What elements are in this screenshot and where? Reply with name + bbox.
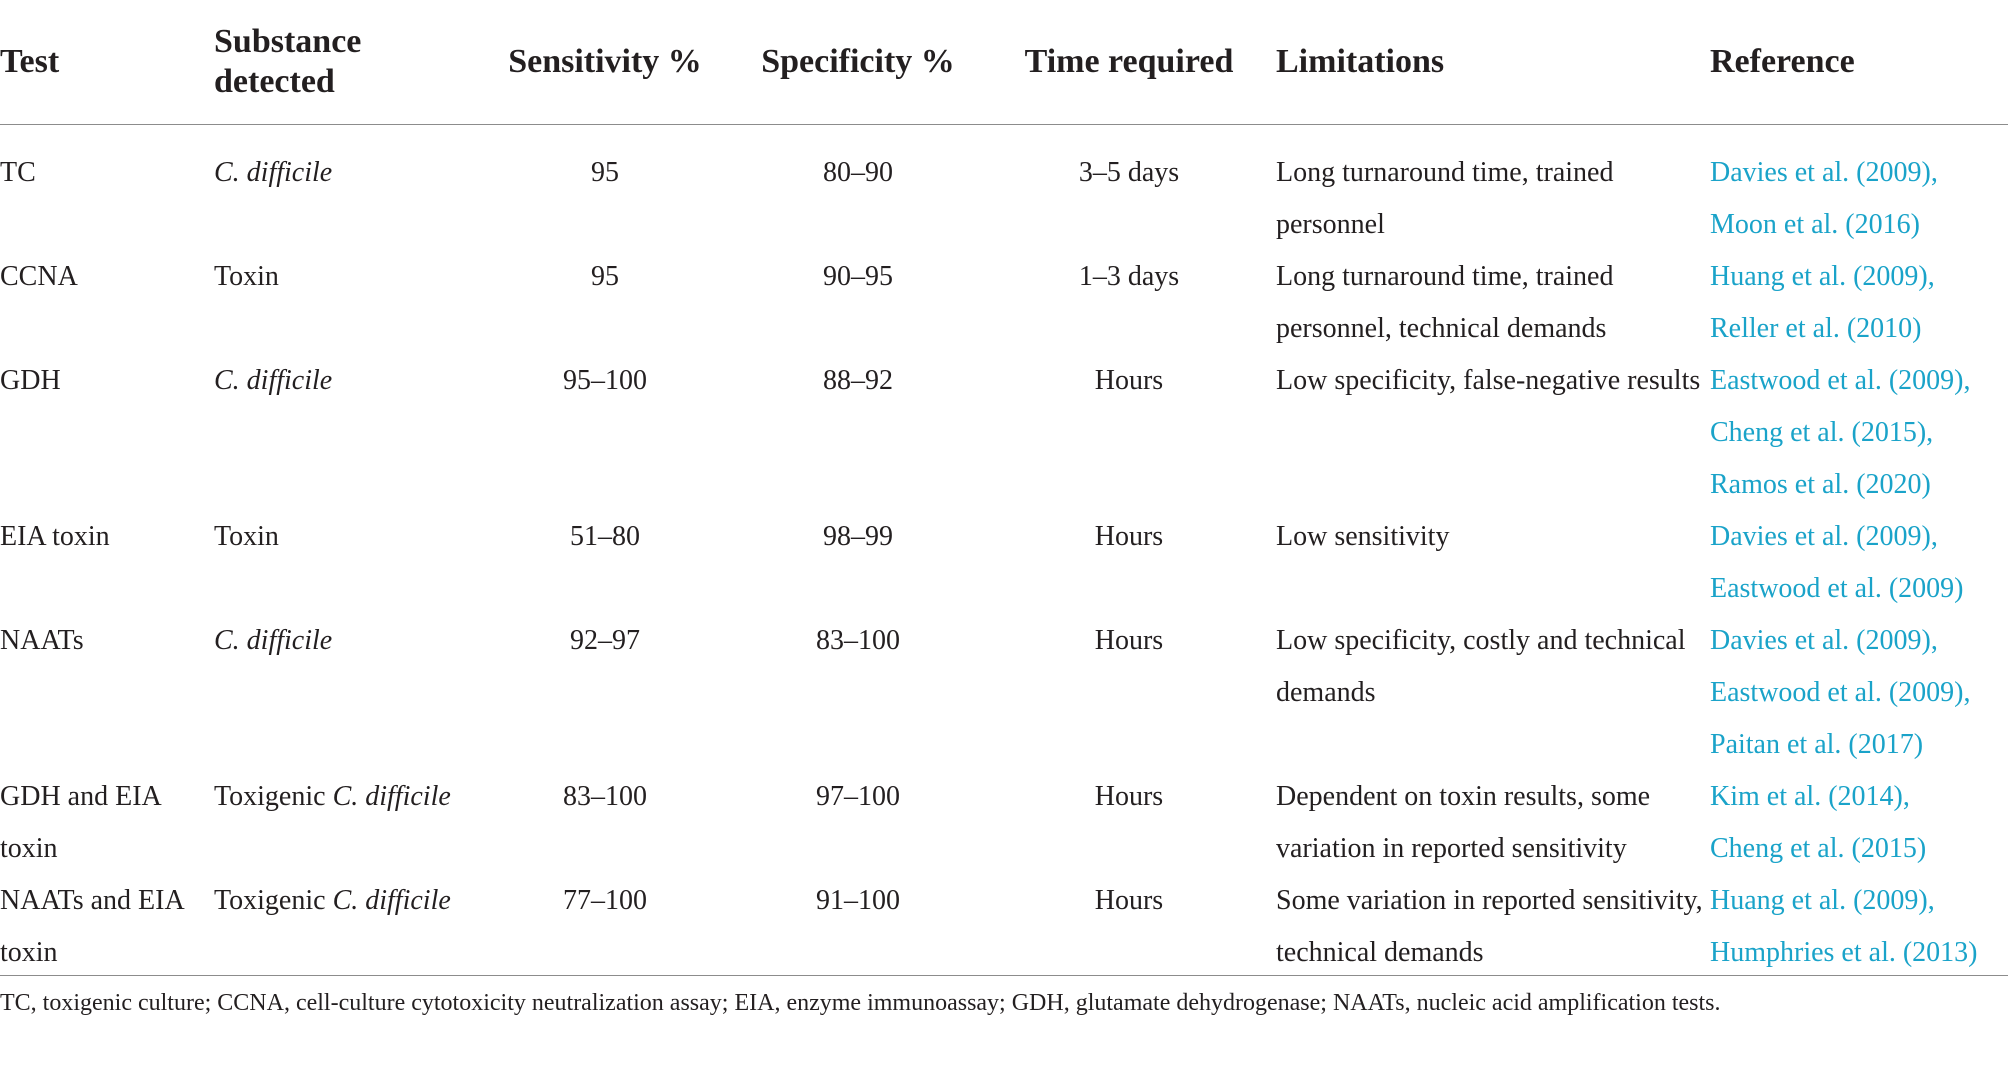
- cell-test: NAATs: [0, 625, 84, 656]
- cell-limitations: Low sensitivity: [1276, 521, 1450, 552]
- cell-reference: [1710, 251, 2008, 355]
- cell-sensitivity: 95: [591, 261, 619, 292]
- cell-sensitivity: 95: [591, 157, 619, 188]
- table-body: [0, 125, 2008, 980]
- table-row: [0, 125, 2008, 252]
- reference-link[interactable]: Ramos et al. (2020): [1710, 469, 1931, 500]
- cell-limitations: Dependent on toxin results, some variation in reported sensitivity: [1276, 781, 1651, 864]
- reference-link[interactable]: Reller et al. (2010): [1710, 313, 1922, 344]
- cell-limitations: Long turnaround time, trained personnel: [1276, 157, 1614, 240]
- cell-substance: [214, 511, 476, 615]
- cell-sensitivity: 51–80: [570, 521, 640, 552]
- substance-text: Toxin: [214, 521, 279, 552]
- cell-sensitivity: 83–100: [563, 781, 647, 812]
- substance-text: Toxigenic: [214, 781, 333, 812]
- table-bottom-rule: [0, 975, 2008, 976]
- cell-specificity: 80–90: [823, 157, 893, 188]
- cell-specificity: 97–100: [816, 781, 900, 812]
- cell-substance: [214, 875, 476, 979]
- cell-time: Hours: [1094, 625, 1164, 656]
- cell-reference: [1710, 355, 2008, 511]
- reference-link[interactable]: Davies et al. (2009),: [1710, 157, 1938, 188]
- substance-organism: C. difficile: [332, 781, 451, 812]
- cell-limitations: Low specificity, costly and technical demands: [1276, 625, 1686, 708]
- cell-test: GDH: [0, 365, 61, 396]
- reference-link[interactable]: Paitan et al. (2017): [1710, 729, 1924, 760]
- substance-organism: C. difficile: [214, 365, 333, 396]
- cell-reference: [1710, 771, 2008, 875]
- header-test: Test: [0, 0, 214, 125]
- cell-sensitivity: 77–100: [563, 885, 647, 916]
- table-row: [0, 355, 2008, 511]
- header-time: Time required: [982, 0, 1276, 125]
- reference-link[interactable]: Eastwood et al. (2009),: [1710, 365, 1971, 396]
- header-sensitivity: Sensitivity %: [476, 0, 734, 125]
- header-substance-line2: detected: [214, 63, 335, 100]
- cell-time: 1–3 days: [1078, 261, 1180, 292]
- table-row: [0, 251, 2008, 355]
- table-header: [0, 0, 2008, 125]
- substance-text: Toxin: [214, 261, 279, 292]
- cell-time: Hours: [1094, 521, 1164, 552]
- table-row: [0, 511, 2008, 615]
- substance-organism: C. difficile: [214, 157, 333, 188]
- cell-specificity: 88–92: [823, 365, 893, 396]
- cell-substance: [214, 251, 476, 355]
- cell-time: Hours: [1094, 885, 1164, 916]
- cell-substance: [214, 125, 476, 252]
- header-reference: Reference: [1710, 0, 2008, 125]
- reference-link[interactable]: Moon et al. (2016): [1710, 209, 1920, 240]
- cell-reference: [1710, 125, 2008, 252]
- cell-sensitivity: 95–100: [563, 365, 647, 396]
- cell-test: EIA toxin: [0, 521, 110, 552]
- cell-substance: [214, 771, 476, 875]
- cell-test: TC: [0, 157, 36, 188]
- cell-reference: [1710, 615, 2008, 771]
- cell-limitations: Long turnaround time, trained personnel, technical demands: [1276, 261, 1614, 344]
- cell-test: GDH and EIA toxin: [0, 781, 161, 864]
- table-row: [0, 615, 2008, 771]
- cell-specificity: 83–100: [816, 625, 900, 656]
- cell-reference: [1710, 511, 2008, 615]
- header-substance-line1: Substance: [214, 23, 362, 60]
- substance-text: Toxigenic: [214, 885, 333, 916]
- table-row: [0, 771, 2008, 875]
- cell-reference: [1710, 875, 2008, 979]
- cell-substance: [214, 355, 476, 511]
- cell-time: Hours: [1094, 365, 1164, 396]
- substance-organism: C. difficile: [214, 625, 333, 656]
- header-substance: [214, 0, 476, 125]
- reference-link[interactable]: Davies et al. (2009),: [1710, 625, 1938, 656]
- reference-link[interactable]: Humphries et al. (2013): [1710, 937, 1978, 968]
- cell-substance: [214, 615, 476, 771]
- cell-test: NAATs and EIA toxin: [0, 885, 184, 968]
- cell-specificity: 98–99: [823, 521, 893, 552]
- reference-link[interactable]: Cheng et al. (2015): [1710, 833, 1927, 864]
- substance-organism: C. difficile: [332, 885, 451, 916]
- cell-sensitivity: 92–97: [570, 625, 640, 656]
- table-row: [0, 875, 2008, 979]
- header-specificity: Specificity %: [734, 0, 982, 125]
- reference-link[interactable]: Davies et al. (2009),: [1710, 521, 1938, 552]
- cell-time: 3–5 days: [1078, 157, 1180, 188]
- reference-link[interactable]: Cheng et al. (2015),: [1710, 417, 1934, 448]
- reference-link[interactable]: Eastwood et al. (2009),: [1710, 677, 1971, 708]
- cell-limitations: Low specificity, false-negative results: [1276, 365, 1701, 396]
- reference-link[interactable]: Kim et al. (2014),: [1710, 781, 1910, 812]
- header-row: [0, 0, 2008, 125]
- cell-test: CCNA: [0, 261, 78, 292]
- table-footnote: TC, toxigenic culture; CCNA, cell-culture cytotoxicity neutralization assay; EIA, enzyme immunoassay; GDH, glutamate dehydrogenase; NAATs, nucleic acid amplification tests.: [0, 990, 1721, 1016]
- cell-limitations: Some variation in reported sensitivity, technical demands: [1276, 885, 1703, 968]
- cell-specificity: 91–100: [816, 885, 900, 916]
- reference-link[interactable]: Huang et al. (2009),: [1710, 261, 1935, 292]
- reference-link[interactable]: Eastwood et al. (2009): [1710, 573, 1964, 604]
- cell-specificity: 90–95: [823, 261, 893, 292]
- reference-link[interactable]: Huang et al. (2009),: [1710, 885, 1935, 916]
- header-limitations: Limitations: [1276, 0, 1710, 125]
- cell-time: Hours: [1094, 781, 1164, 812]
